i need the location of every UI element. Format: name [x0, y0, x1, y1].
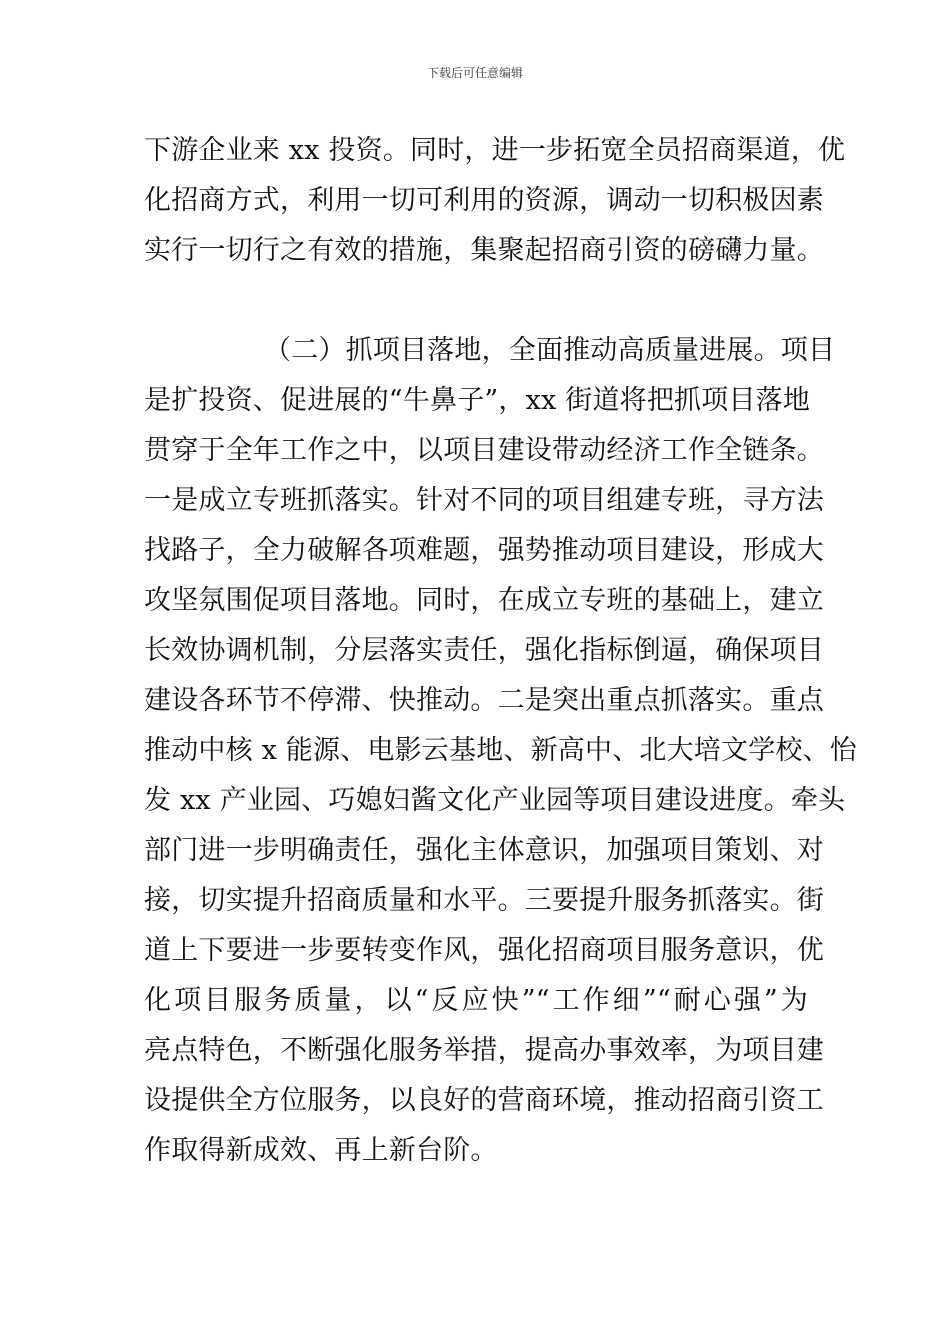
paragraph-line: 部门进一步明确责任，强化主体意识，加强项目策划、对 [144, 835, 824, 866]
page-header-note: 下载后可任意编辑 [426, 66, 523, 80]
paragraph-line: 一是成立专班抓落实。针对不同的项目组建专班，寻方法 [144, 485, 824, 516]
paragraph-line: 接，切实提升招商质量和水平。三要提升服务抓落实。街 [144, 885, 824, 916]
paragraph-line: 下游企业来 xx 投资。同时，进一步拓宽全员招商渠道，优 [144, 135, 846, 166]
paragraph-line: 贯穿于全年工作之中，以项目建设带动经济工作全链条。 [144, 435, 824, 466]
paragraph-line: 作取得新成效、再上新台阶。 [144, 1135, 498, 1166]
paragraph-line: 找路子，全力破解各项难题，强势推动项目建设，形成大 [144, 535, 824, 566]
paragraph-line: 亮点特色，不断强化服务举措，提高办事效率，为项目建 [144, 1035, 824, 1066]
paragraph-line: 推动中核 x 能源、电影云基地、新高中、北大培文学校、怡 [144, 735, 857, 766]
paragraph-line: 设提供全方位服务，以良好的营商环境，推动招商引资工 [144, 1085, 824, 1116]
paragraph-line: （二）抓项目落地，全面推动高质量进展。项目 [264, 335, 836, 366]
paragraph-line: 长效协调机制，分层落实责任，强化指标倒逼，确保项目 [144, 635, 824, 666]
paragraph-line: 化项目服务质量，以“反应快”“工作细”“耐心强”为 [144, 985, 808, 1016]
paragraph-line: 发 xx 产业园、巧媳妇酱文化产业园等项目建设进度。牵头 [144, 785, 846, 816]
paragraph-line: 实行一切行之有效的措施，集聚起招商引资的磅礴力量。 [144, 235, 824, 266]
paragraph-line: 道上下要进一步要转变作风，强化招商项目服务意识，优 [144, 935, 824, 966]
paragraph-1 [144, 126, 846, 276]
paragraph-line: 建设各环节不停滞、快推动。二是突出重点抓落实。重点 [144, 685, 824, 716]
paragraph-2 [144, 326, 857, 1176]
paragraph-line: 是扩投资、促进展的“牛鼻子”，xx 街道将把抓项目落地 [144, 385, 811, 416]
paragraph-line: 攻坚氛围促项目落地。同时，在成立专班的基础上，建立 [144, 585, 824, 616]
paragraph-line: 化招商方式，利用一切可利用的资源，调动一切积极因素 [144, 185, 824, 216]
